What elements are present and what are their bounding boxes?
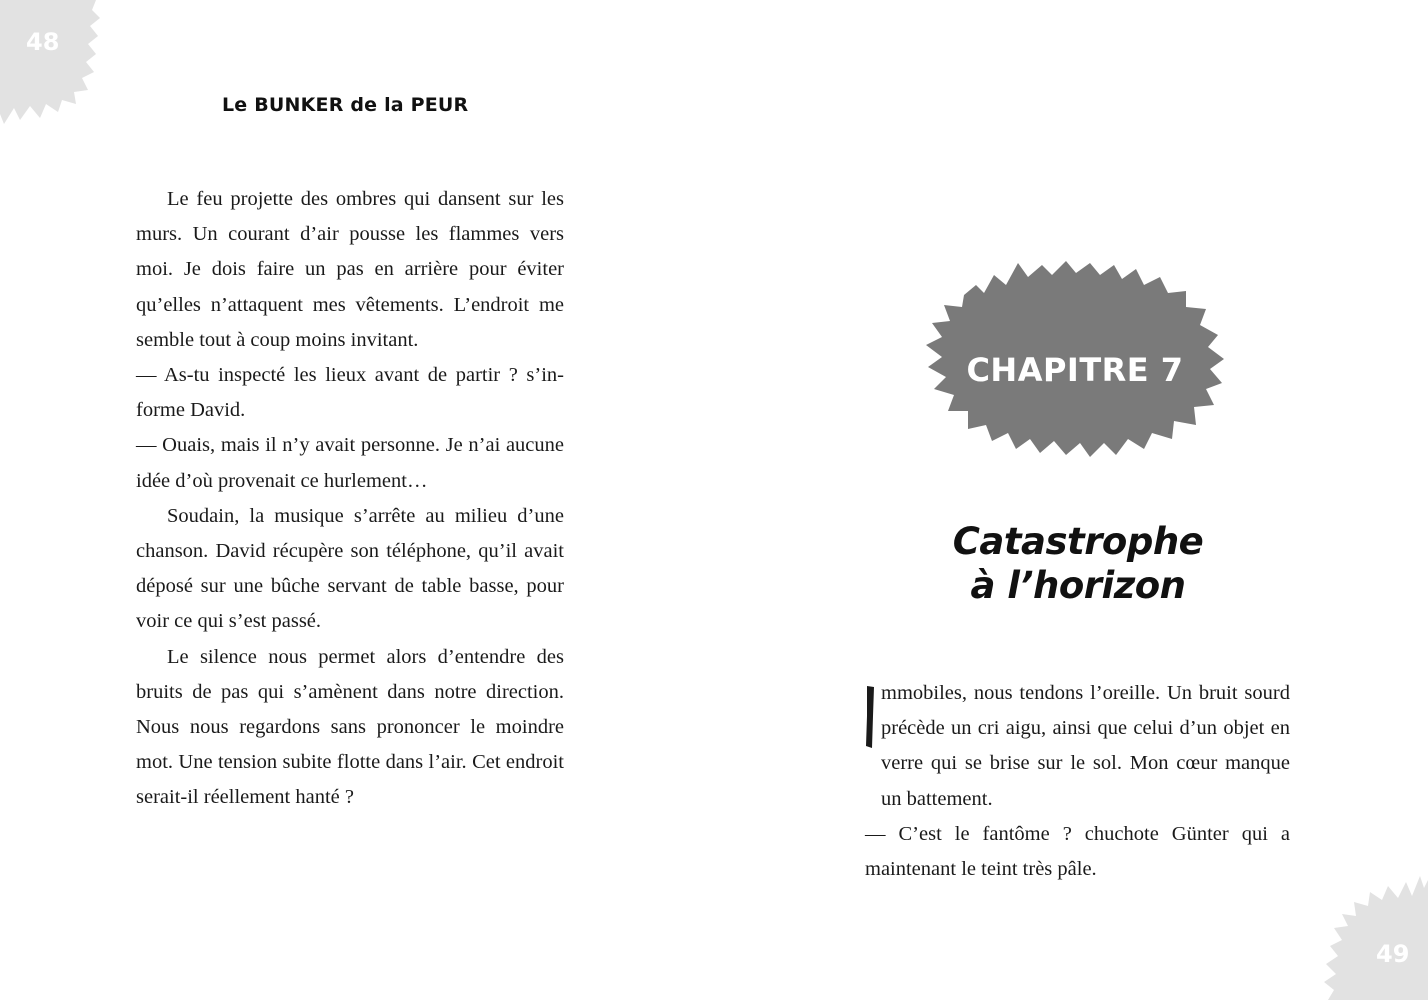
page-number-left: 48 <box>26 28 60 56</box>
chapter-title-line-1: Catastrophe <box>952 520 1204 563</box>
ink-splotch-icon <box>0 0 110 130</box>
paragraph: mmobiles, nous tendons l’oreille. Un bruit sourd précède un cri aigu, ainsi que celui d’un objet en verre qui se brise sur le sol. Mon cœur manque un battement. <box>881 682 1290 810</box>
chapter-title <box>900 520 1256 608</box>
chapter-label: CHAPITRE 7 <box>966 351 1184 389</box>
right-page-body <box>765 586 1290 887</box>
drop-cap-i <box>765 586 875 748</box>
running-header: Le BUNKER de la PEUR <box>222 94 469 116</box>
paragraph: — Ouais, mais il n’y avait personne. Je n’ai aucune idée d’où provenait ce hurlement… <box>136 434 564 492</box>
ink-splotch-icon <box>1318 870 1428 1000</box>
paragraph: Soudain, la musique s’arrête au milieu d’une chanson. David récupère son téléphone, qu’il avait déposé sur une bûche servant de table basse, pour voir ce qui s’est passé. <box>136 504 564 633</box>
chapter-title-line-2: à l’horizon <box>970 564 1186 607</box>
page-number-right: 49 <box>1376 940 1410 968</box>
chapter-badge <box>924 255 1226 460</box>
left-page-body <box>136 182 564 816</box>
svg-text:I: I <box>765 586 766 587</box>
paragraph: Le silence nous permet alors d’entendre des bruits de pas qui s’amènent dans notre direction. Nous nous regardons sans prononcer le moindre mot. Une tension subite flotte dans l’air. Cet endroit serait-il réellement hanté ? <box>136 645 564 809</box>
page-number-badge-right <box>1318 870 1428 1000</box>
page-number-badge-left <box>0 0 110 130</box>
opening-paragraph <box>765 586 1290 817</box>
paragraph: — C’est le fantôme ? chuchote Günter qui a maintenant le teint très pâle. <box>865 822 1290 881</box>
paragraph: Le feu projette des ombres qui dansent sur les murs. Un courant d’air pousse les flammes vers moi. Je dois faire un pas en arrière pour éviter qu’elles n’attaquent mes vêtements. L’endroit me semble tout à coup moins invitant. <box>136 188 564 351</box>
paragraph: — As-tu inspecté les lieux avant de partir ? s’informe David. <box>136 364 564 422</box>
